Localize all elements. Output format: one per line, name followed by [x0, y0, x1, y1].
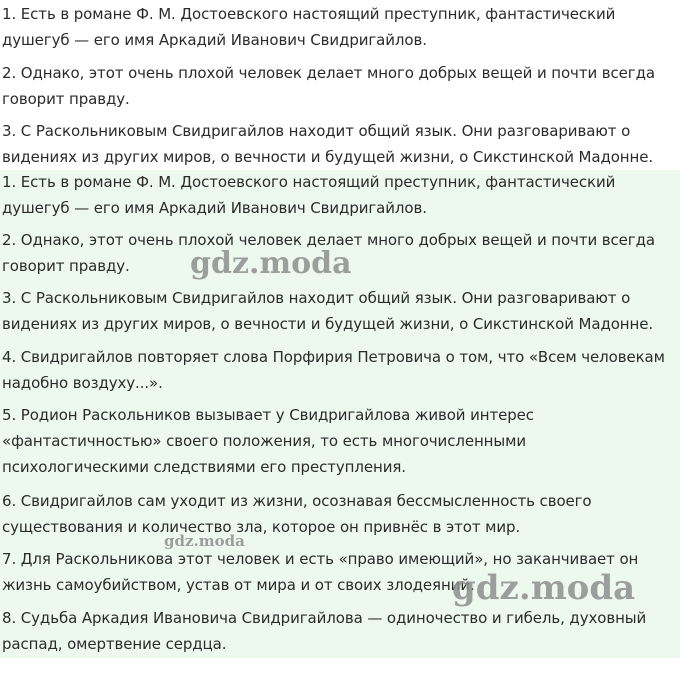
first-list-item-1: 1. Есть в романе Ф. М. Достоевского настоящий преступник, фантастический душегуб — его имя Аркадий Иванович Свидригайлов. [2, 5, 616, 49]
watermark-large: gdz.moda [190, 246, 352, 281]
second-list-item-3: 3. С Раскольниковым Свидригайлов находит общий язык. Они разговаривают о видениях из других миров, о вечности и будущей жизни, о Сикстинской Мадонне. [2, 289, 654, 333]
second-list-item-8: 8. Судьба Аркадия Ивановича Свидригайлова — одиночество и гибель, духовный распад, омертвение сердца. [2, 609, 647, 653]
second-list-item-2: 2. Однако, этот очень плохой человек делает много добрых вещей и почти всегда говорит правду. [2, 231, 655, 275]
first-list-item-3: 3. С Раскольниковым Свидригайлов находит общий язык. Они разговаривают о видениях из других миров, о вечности и будущей жизни, о Сикстинской Мадонне. [2, 122, 654, 166]
second-list-item-7: 7. Для Раскольникова этот человек и есть «право имеющий», но заканчивает он жизнь самоубийством, устав от мира и от своих злодеяний. [2, 550, 639, 594]
first-answer-block [0, 0, 680, 170]
second-list-item-4: 4. Свидригайлов повторяет слова Порфирия Петровича о том, что «Всем человекам надобно воздуху...». [2, 348, 665, 392]
watermark-bottom: gdz.moda [452, 568, 636, 608]
second-list-item-1: 1. Есть в романе Ф. М. Достоевского настоящий преступник, фантастический душегуб — его имя Аркадий Иванович Свидригайлов. [2, 173, 616, 217]
second-list-item-5: 5. Родион Раскольников вызывает у Свидригайлова живой интерес «фантастичностью» своего положения, то есть многочисленными психологическими следствиями его преступления. [2, 406, 534, 476]
second-list-item-6: 6. Свидригайлов сам уходит из жизни, осознавая бессмысленность своего существования и количество зла, которое он привнёс в этот мир. [2, 492, 592, 536]
watermark-small: gdz.moda [164, 532, 245, 550]
first-list-item-2: 2. Однако, этот очень плохой человек делает много добрых вещей и почти всегда говорит правду. [2, 64, 655, 108]
